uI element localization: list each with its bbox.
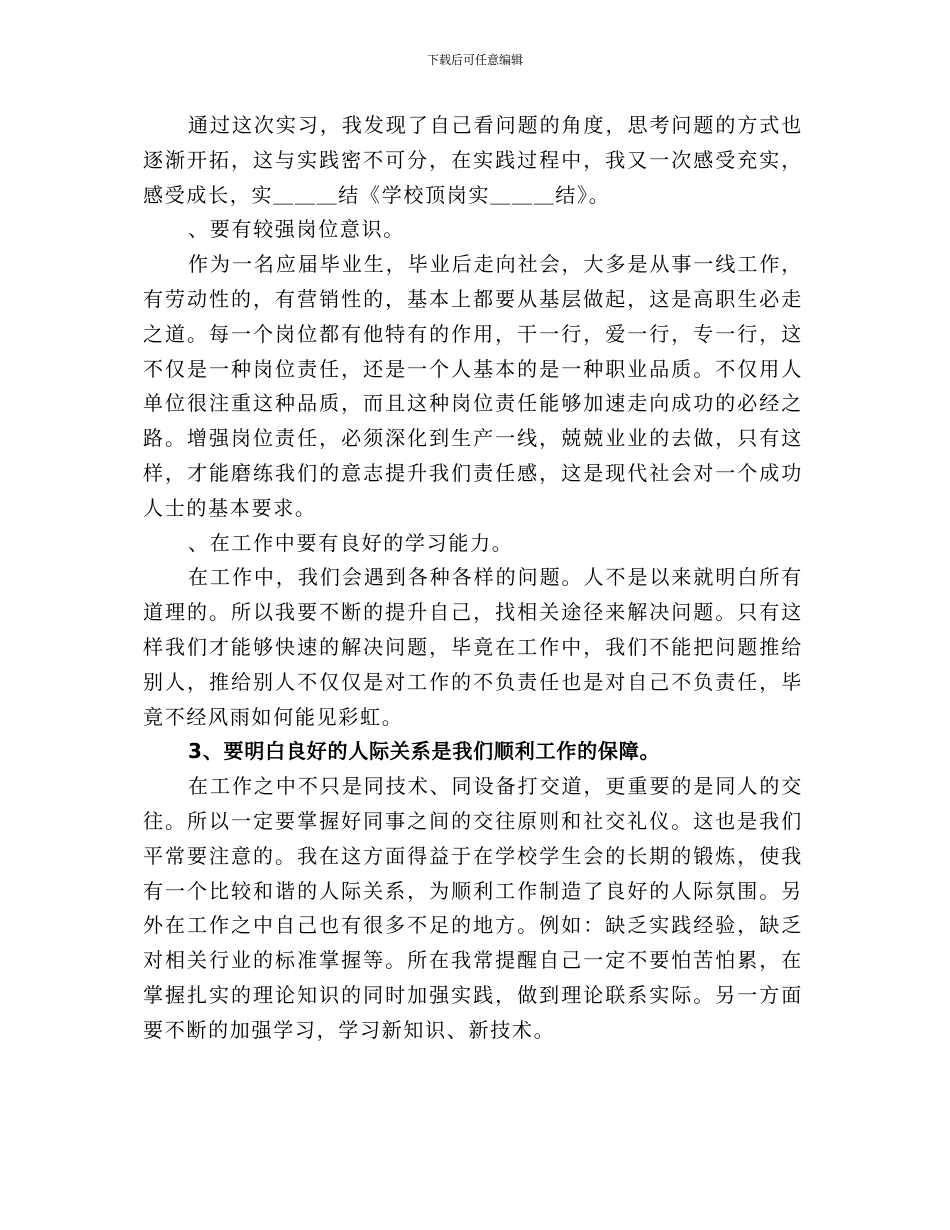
document-body <box>143 108 803 1048</box>
heading-job-awareness: 、要有较强岗位意识。 <box>188 217 405 242</box>
heading-interpersonal-relations: 3、要明白良好的人际关系是我们顺利工作的保障。 <box>188 739 661 764</box>
heading-learning-ability: 、在工作中要有良好的学习能力。 <box>188 530 514 555</box>
paragraph-interpersonal-relations: 在工作之中不只是同技术、同设备打交道，更重要的是同人的交往。所以一定要掌握好同事之间的交往原则和社交礼仪。这也是我们平常要注意的。我在这方面得益于在学校学生会的长期的锻炼，使我有一个比较和谐的人际关系，为顺利工作制造了良好的人际氛围。另外在工作之中自己也有很多不足的地方。例如：缺乏实践经验，缺乏对相关行业的标准掌握等。所在我常提醒自己一定不要怕苦怕累，在掌握扎实的理论知识的同时加强实践，做到理论联系实际。另一方面要不断的加强学习，学习新知识、新技术。 <box>143 774 803 1042</box>
paragraph-learning-ability: 在工作中，我们会遇到各种各样的问题。人不是以来就明白所有道理的。所以我要不断的提升自己，找相关途径来解决问题。只有这样我们才能够快速的解决问题，毕竟在工作中，我们不能把问题推给别人，推给别人不仅仅是对工作的不负责任也是对自己不负责任，毕竟不经风雨如何能见彩虹。 <box>143 565 803 729</box>
page-header: 下载后可任意编辑 <box>426 53 523 67</box>
paragraph-job-responsibility: 作为一名应届毕业生，毕业后走向社会，大多是从事一线工作，有劳动性的，有营销性的，基本上都要从基层做起，这是高职生必走之道。每一个岗位都有他特有的作用，干一行，爱一行，专一行，这不仅是一种岗位责任，还是一个人基本的是一种职业品质。不仅用人单位很注重这种品质，而且这种岗位责任能够加速走向成功的必经之路。增强岗位责任，必须深化到生产一线，兢兢业业的去做，只有这样，才能磨练我们的意志提升我们责任感，这是现代社会对一个成功人士的基本要求。 <box>143 252 803 520</box>
paragraph-internship-reflection: 通过这次实习，我发现了自己看问题的角度，思考问题的方式也逐渐开拓，这与实践密不可分，在实践过程中，我又一次感受充实，感受成长，实＿＿＿结《学校顶岗实＿＿＿结》。 <box>143 113 803 207</box>
